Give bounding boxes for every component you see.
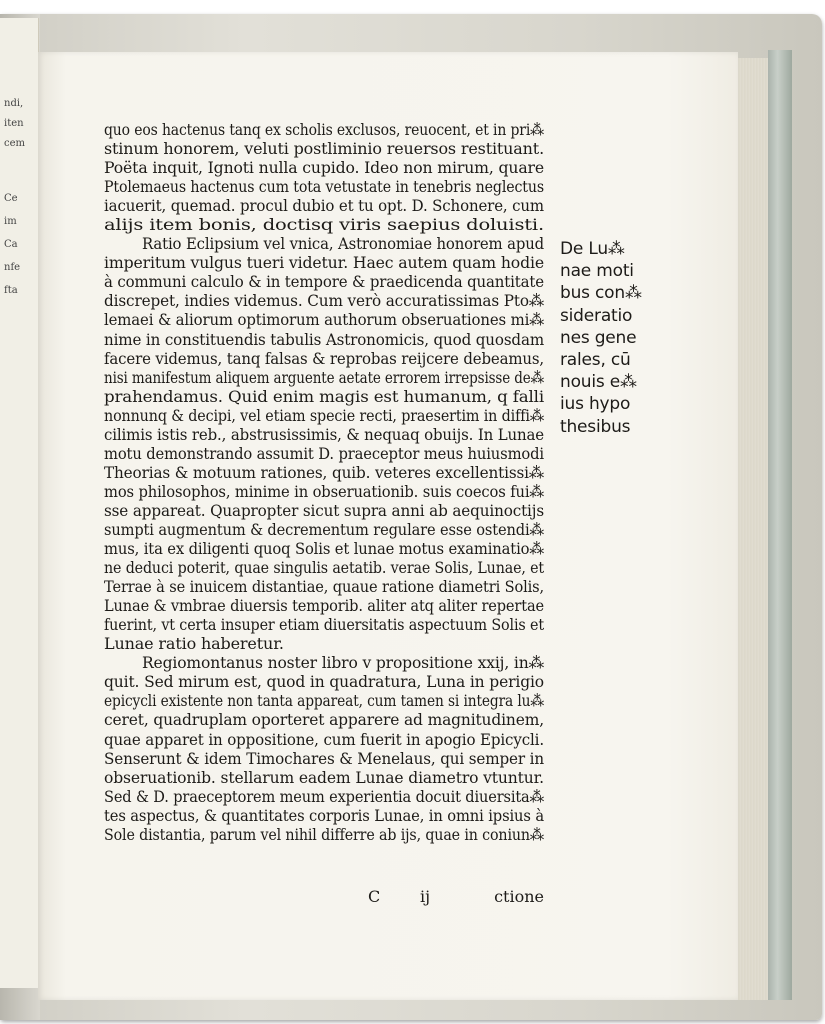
text-line: fuerint, vt certa insuper etiam diuersitatis aspectuum Solis et	[104, 615, 544, 635]
text-line: Sed & D. praeceptorem meum experientia docuit diuersita⁂	[104, 786, 544, 806]
text-line: sse appareat. Quapropter sicut supra anni ab aequinoctijs	[104, 500, 544, 520]
marginal-line: sideratio	[560, 305, 633, 326]
text-line: Terrae à se inuicem distantiae, quaue ratione diametri Solis,	[104, 577, 544, 597]
text-line: quit. Sed mirum est, quod in quadratura, Luna in perigio	[104, 672, 544, 692]
text-line: discrepet, indies videmus. Cum verò accuratissimas Pto⁂	[104, 291, 544, 311]
marginal-line: nae moti	[560, 261, 634, 282]
text-line: motu demonstrando assumit D. praeceptor meus huiusmodi	[104, 443, 544, 463]
catchword: ctione	[494, 887, 544, 906]
prev-page-fragment: cem	[4, 138, 26, 149]
marginal-note	[560, 238, 650, 438]
text-line: alijs item bonis, doctisq viris saepius doluisti.	[104, 215, 544, 235]
text-line: Lunae & vmbrae diuersis temporib. aliter atq aliter repertae	[104, 596, 544, 616]
marginal-line: De Lu⁂	[560, 239, 625, 259]
previous-page-edge	[0, 18, 39, 988]
prev-page-fragment: Ca	[4, 239, 18, 250]
text-line: nonnunq & decipi, vel etiam specie recti, praesertim in diffi⁂	[104, 405, 544, 425]
cover-right-edge	[768, 50, 792, 1000]
text-line: iacuerit, quemad. procul dubio et tu opt. D. Schonere, cum	[104, 196, 544, 216]
text-line: ceret, quadruplam oporteret apparere ad magnitudinem,	[104, 710, 544, 730]
signature-mark: C	[368, 887, 381, 906]
text-line: quo eos hactenus tanq ex scholis exclusos, reuocent, et in pri⁂	[104, 120, 544, 139]
text-line: stinum honorem, veluti postliminio reuersos restituant.	[104, 139, 544, 159]
text-line: Senserunt & idem Timochares & Menelaus, qui semper in	[104, 748, 544, 768]
text-line: Ptolemaeus hactenus cum tota vetustate in tenebris neglectus	[104, 177, 544, 197]
text-line: prahendamus. Quid enim magis est humanum, q falli	[104, 386, 544, 406]
marginal-line: bus con⁂	[560, 283, 642, 304]
text-line: nime in constituendis tabulis Astronomicis, quod quosdam	[104, 329, 544, 349]
prev-page-fragment: fta	[4, 285, 18, 296]
text-line: sumpti augmentum & decrementum regulare esse ostendi⁂	[104, 519, 544, 539]
marginal-line: nouis e⁂	[560, 372, 637, 393]
prev-page-fragment: im	[4, 216, 17, 227]
text-line: lemaei & aliorum optimorum authorum obseruationes mi⁂	[104, 310, 544, 330]
book-page	[38, 52, 738, 1000]
signature-line	[104, 886, 544, 908]
text-line: tes aspectus, & quantitates corporis Lunae, in omni ipsius à	[104, 805, 544, 825]
text-line: Regiomontanus noster libro v propositione xxij, in⁂	[142, 653, 544, 673]
text-line: mus, ita ex diligenti quoq Solis et lunae motus examinatio⁂	[104, 539, 544, 559]
text-line: facere videmus, tanq falsas & reprobas reijcere debeamus,	[104, 348, 544, 368]
marginal-line: thesibus	[560, 416, 631, 437]
text-line: Poëta inquit, Ignoti nulla cupido. Ideo non mirum, quare	[104, 158, 544, 178]
page-stack-edges	[736, 58, 769, 1000]
text-line: mos philosophos, minime in obseruationib. suis coecos fui⁂	[104, 481, 544, 501]
text-line: obseruationib. stellarum eadem Lunae diametro vtuntur.	[104, 767, 544, 787]
marginal-line: ius hypo	[560, 394, 631, 415]
text-line: cilimis istis reb., abstrusissimis, & nequaq obuijs. In Lunae	[104, 424, 544, 444]
main-text-block	[104, 120, 564, 844]
prev-page-fragment: iten	[4, 118, 24, 129]
prev-page-fragment: ndi,	[4, 98, 24, 109]
text-line: ne deduci poterit, quae singulis aetatib. verae Solis, Lunae, et	[104, 558, 544, 578]
marginal-line: nes gene	[560, 327, 637, 348]
text-line: Lunae ratio haberetur.	[104, 634, 284, 654]
text-line: Ratio Eclipsium vel vnica, Astronomiae honorem apud	[142, 234, 544, 254]
text-line: nisi manifestum aliquem arguente aetate errorem irrepsisse de⁂	[104, 367, 544, 387]
text-line: à communi calculo & in tempore & praedicenda quantitate	[104, 272, 544, 292]
text-line: Theorias & motuum rationes, quib. veteres excellentissi⁂	[104, 462, 544, 482]
prev-page-fragment: Ce	[4, 193, 18, 204]
text-line: Sole distantia, parum vel nihil differre ab ijs, quae in coniun⁂	[104, 824, 544, 844]
marginal-line: rales, cū	[560, 350, 631, 371]
text-line: epicycli existente non tanta appareat, cum tamen si integra lu⁂	[104, 691, 544, 711]
prev-page-fragment: nfe	[4, 262, 21, 273]
signature-number: ij	[420, 887, 431, 906]
text-line: imperitum vulgus tueri videtur. Haec autem quam hodie	[104, 253, 544, 273]
text-line: quae apparet in oppositione, cum fuerit in apogio Epicycli.	[104, 729, 544, 749]
